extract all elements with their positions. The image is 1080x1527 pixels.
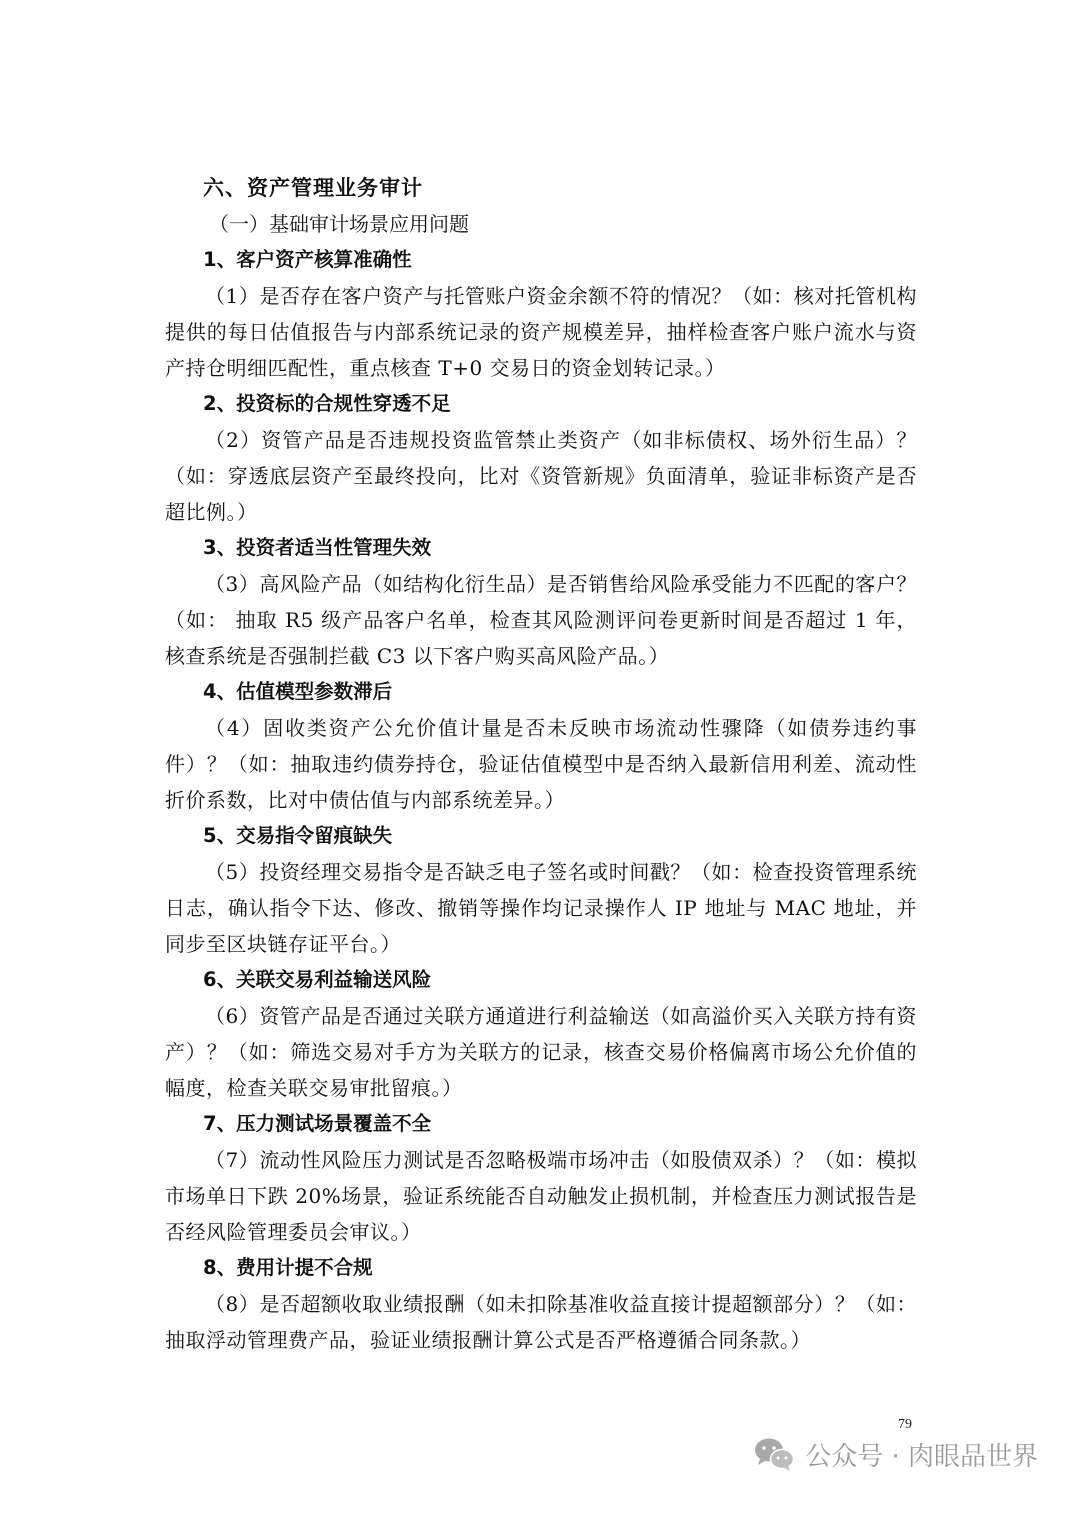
audit-item-3: [165, 530, 917, 674]
audit-item-2: [165, 386, 917, 530]
watermark-text: 公众号 · 肉眼品世界: [805, 1441, 1038, 1472]
item-heading: 8、费用计提不合规: [203, 1256, 373, 1279]
item-heading: 3、投资者适当性管理失效: [203, 536, 432, 559]
audit-item-5: [165, 818, 917, 962]
wechat-icon: [753, 1436, 795, 1472]
audit-item-7: [165, 1106, 917, 1250]
item-body: （6）资管产品是否通过关联方通道进行利益输送（如高溢价买入关联方持有资产）？（如：筛选交易对手方为关联方的记录，核查交易价格偏离市场公允价值的幅度，检查关联交易审批留痕。）: [165, 1004, 917, 1100]
item-body: （7）流动性风险压力测试是否忽略极端市场冲击（如股债双杀）？（如：模拟市场单日下跌 20%场景，验证系统能否自动触发止损机制，并检查压力测试报告是否经风险管理委员会审议。）: [165, 1148, 917, 1244]
item-body: （3）高风险产品（如结构化衍生品）是否销售给风险承受能力不匹配的客户？（如： 抽取 R5 级产品客户名单，检查其风险测评问卷更新时间是否超过 1 年，核查系统是否强制拦截 C3 以下客户购买高风险产品。）: [165, 572, 917, 668]
watermark: [753, 1432, 1038, 1476]
item-heading: 6、关联交易利益输送风险: [203, 968, 432, 991]
subsection-title: （一）基础审计场景应用问题: [209, 212, 469, 236]
item-body: （1）是否存在客户资产与托管账户资金余额不符的情况？（如：核对托管机构提供的每日估值报告与内部系统记录的资产规模差异，抽样检查客户账户流水与资产持仓明细匹配性，重点核查 T+0 交易日的资金划转记录。）: [165, 284, 917, 380]
page-number: 79: [898, 1417, 912, 1432]
item-heading: 2、投资标的合规性穿透不足: [203, 392, 451, 415]
item-heading: 1、客户资产核算准确性: [203, 248, 412, 271]
audit-item-1: [165, 242, 917, 386]
section-title: 六、资产管理业务审计: [203, 176, 423, 200]
item-body: （8）是否超额收取业绩报酬（如未扣除基准收益直接计提超额部分）？（如：抽取浮动管理费产品，验证业绩报酬计算公式是否严格遵循合同条款。）: [165, 1292, 917, 1352]
item-body: （4）固收类资产公允价值计量是否未反映市场流动性骤降（如债券违约事件）？（如：抽取违约债券持仓，验证估值模型中是否纳入最新信用利差、流动性折价系数，比对中债估值与内部系统差异。）: [165, 716, 917, 812]
item-body: （5）投资经理交易指令是否缺乏电子签名或时间戳？（如：检查投资管理系统日志，确认指令下达、修改、撤销等操作均记录操作人 IP 地址与 MAC 地址，并同步至区块链存证平台。）: [165, 860, 917, 956]
item-body: （2）资管产品是否违规投资监管禁止类资产（如非标债权、场外衍生品）？（如：穿透底层资产至最终投向，比对《资管新规》负面清单，验证非标资产是否超比例。）: [165, 428, 917, 524]
item-heading: 5、交易指令留痕缺失: [203, 824, 393, 847]
audit-item-8: [165, 1250, 917, 1358]
audit-item-4: [165, 674, 917, 818]
item-heading: 7、压力测试场景覆盖不全: [203, 1112, 432, 1135]
document-body: [165, 170, 917, 1358]
audit-item-6: [165, 962, 917, 1106]
item-heading: 4、估值模型参数滞后: [203, 680, 393, 703]
